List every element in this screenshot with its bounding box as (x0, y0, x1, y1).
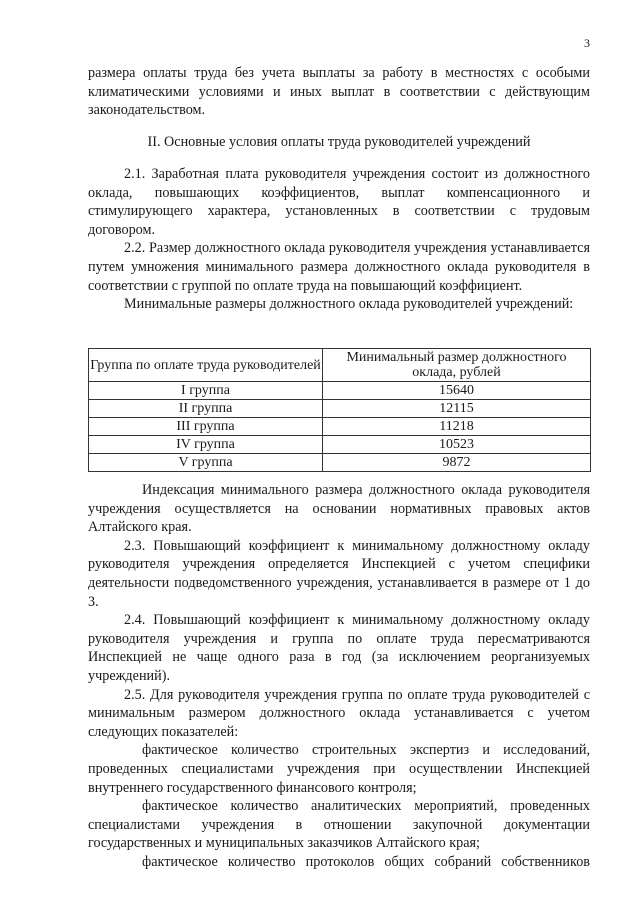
section-heading-block (88, 133, 590, 152)
salary-cell: 9872 (323, 454, 591, 472)
section-title: II. Основные условия оплаты труда руководителей учреждений (147, 134, 531, 150)
intro-block (88, 64, 590, 120)
indicator-item: фактическое количество строительных экспертиз и исследований, проведенных специалистами учреждения при осуществлении Инспекцией внутреннего государственного финансового контроля; (88, 742, 590, 796)
group-cell: I группа (89, 382, 323, 400)
header-group: Группа по оплате труда руководителей (89, 349, 323, 382)
table-row (89, 418, 591, 436)
paragraph-2-4: 2.4. Повышающий коэффициент к минимальному должностному окладу руководителя учреждения и группа по оплате труда пересматриваются Инспекцией не чаще одного раза в год (за исключением реорганизуемых учреждений). (88, 612, 590, 684)
indicator-item: фактическое количество аналитических мероприятий, проведенных специалистами учреждения в отношении закупочной документации государственных и муниципальных заказчиков Алтайского края; (88, 798, 590, 852)
rules-block (88, 481, 590, 871)
intro-paragraph: размера оплаты труда без учета выплаты за работу в местностях с особыми климатическими условиями и иных выплат в соответствии с действующим законодательством. (88, 65, 590, 119)
table-row (89, 436, 591, 454)
paragraph-2-2: 2.2. Размер должностного оклада руководителя учреждения устанавливается путем умножения минимального размера должностного оклада руководителя в соответствии с группой по оплате труда на повышающий коэффициент. (88, 240, 590, 294)
paragraph-indexation: Индексация минимального размера должностного оклада руководителя учреждения осуществляется на основании нормативных правовых актов Алтайского края. (88, 482, 590, 536)
table-header-row (89, 349, 591, 382)
conditions-block (88, 165, 590, 314)
table-row (89, 454, 591, 472)
salary-cell: 15640 (323, 382, 591, 400)
header-salary: Минимальный размер должностного оклада, рублей (323, 349, 591, 382)
table-row (89, 400, 591, 418)
paragraph-2-5: 2.5. Для руководителя учреждения группа по оплате труда руководителей с минимальным размером должностного оклада устанавливается с учетом следующих показателей: (88, 686, 590, 740)
paragraph-min-salaries: Минимальные размеры должностного оклада руководителей учреждений: (124, 296, 574, 313)
page-number: 3 (584, 36, 590, 50)
salary-table (88, 348, 591, 472)
table-row (89, 382, 591, 400)
salary-cell: 12115 (323, 400, 591, 418)
salary-cell: 11218 (323, 418, 591, 436)
paragraph-2-3: 2.3. Повышающий коэффициент к минимальному должностному окладу руководителя учреждения определяется Инспекцией с учетом специфики деятельности подведомственного учреждения, устанавливается в размере от 1 до 3. (88, 537, 590, 610)
salary-cell: 10523 (323, 436, 591, 454)
group-cell: V группа (89, 454, 323, 472)
group-cell: II группа (89, 400, 323, 418)
group-cell: III группа (89, 418, 323, 436)
indicator-item: фактическое количество протоколов общих собраний собственников (142, 853, 590, 870)
paragraph-2-1: 2.1. Заработная плата руководителя учреждения состоит из должностного оклада, повышающих коэффициентов, выплат компенсационного и стимулирующего характера, установленных в соответствии с трудовым договором. (88, 166, 590, 238)
group-cell: IV группа (89, 436, 323, 454)
